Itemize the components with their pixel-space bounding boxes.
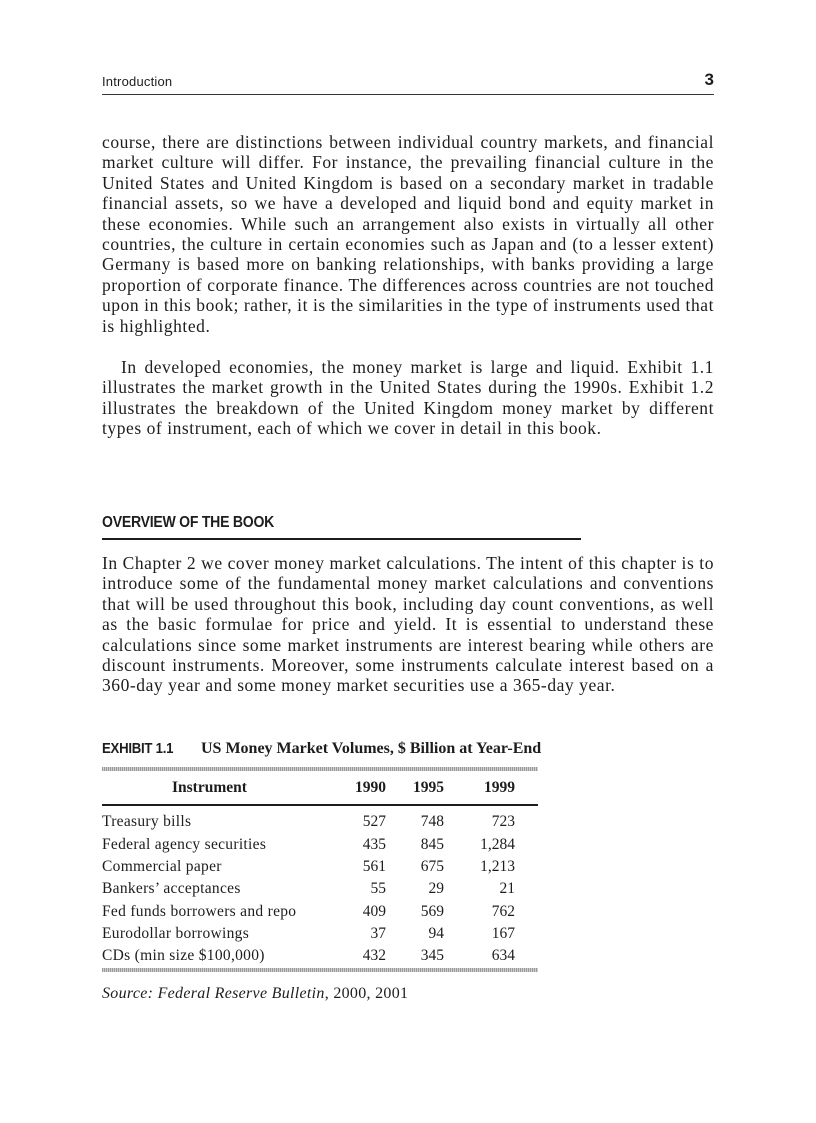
table-top-rule xyxy=(102,767,538,771)
table-cell-instrument: Bankers’ acceptances xyxy=(102,880,241,897)
table-header-1995: 1995 xyxy=(413,779,444,796)
table-cell-1990: 561 xyxy=(362,858,386,875)
table-cell-1995: 29 xyxy=(428,880,444,897)
table-header-1990: 1990 xyxy=(355,779,386,796)
table-cell-1990: 527 xyxy=(362,813,386,830)
table-cell-1995: 345 xyxy=(420,947,444,964)
table-cell-1999: 167 xyxy=(491,925,515,942)
table-cell-1990: 409 xyxy=(362,903,386,920)
table-cell-1999: 1,213 xyxy=(480,858,515,875)
table-cell-1995: 845 xyxy=(420,836,444,853)
page-number: 3 xyxy=(704,70,714,89)
table-cell-1999: 762 xyxy=(491,903,515,920)
table-cell-instrument: Eurodollar borrowings xyxy=(102,925,250,942)
section-paragraph: In Chapter 2 we cover money market calculations. The intent of this chapter is to introduce some of the fundamental money market calculations and conventions that will be used throughout this book, including day count conventions, as well as the basic formulae for price and yield. It is essential to understand these calculations since some market instruments are interest bearing while others are discount instruments. Moreover, some instruments calculate interest based on a 360-day year and some money market securities use a 365-day year. xyxy=(102,553,714,696)
table-cell-1999: 21 xyxy=(499,880,515,897)
section-heading: OVERVIEW OF THE BOOK xyxy=(102,514,275,531)
table-cell-1990: 55 xyxy=(370,880,386,897)
table-cell-1995: 94 xyxy=(428,925,444,942)
body-paragraph-2: In developed economies, the money market is large and liquid. Exhibit 1.1 illustrates the market growth in the United States during the 1990s. Exhibit 1.2 illustrates the breakdown of the United Kingdom money market by different types of instrument, each of which we cover in detail in this book. xyxy=(102,357,714,439)
running-head-section: Introduction xyxy=(102,74,173,89)
source-publication: Federal Reserve Bulletin xyxy=(157,985,325,1002)
table-cell-1990: 432 xyxy=(362,947,386,964)
running-head xyxy=(102,70,714,95)
table-header-1999: 1999 xyxy=(484,779,515,796)
table-cell-1995: 675 xyxy=(420,858,444,875)
exhibit-title: US Money Market Volumes, $ Billion at Year-End xyxy=(201,740,542,757)
table-bottom-rule xyxy=(102,968,538,972)
table-cell-1995: 569 xyxy=(420,903,444,920)
table-cell-1999: 1,284 xyxy=(480,836,515,853)
table-header-instrument: Instrument xyxy=(172,779,247,796)
table-cell-instrument: Commercial paper xyxy=(102,858,222,875)
table-cell-instrument: Fed funds borrowers and repo xyxy=(102,903,297,920)
section-heading-rule xyxy=(102,538,581,540)
body-paragraph-1: course, there are distinctions between individual country markets, and financial market culture will differ. For instance, the prevailing financial culture in the United States and United Kingdom is based on a secondary market in tradable financial assets, so we have a developed and liquid bond and equity market in these economies. While such an arrangement also exists in virtually all other countries, the culture in certain economies such as Japan and (to a lesser extent) Germany is based more on banking relationships, with banks providing a large proportion of corporate finance. The differences across countries are not touched upon in this book; rather, it is the similarities in the type of instruments used that is highlighted. xyxy=(102,132,714,336)
table-cell-1999: 723 xyxy=(491,813,515,830)
source-prefix: Source: xyxy=(102,985,158,1002)
table-cell-1995: 748 xyxy=(420,813,444,830)
table-cell-instrument: CDs (min size $100,000) xyxy=(102,947,265,964)
table-cell-1990: 435 xyxy=(362,836,386,853)
table-cell-instrument: Federal agency securities xyxy=(102,836,267,853)
table-cell-instrument: Treasury bills xyxy=(102,813,192,830)
exhibit-number: EXHIBIT 1.1 xyxy=(102,740,174,757)
table-cell-1999: 634 xyxy=(491,947,515,964)
table-cell-1990: 37 xyxy=(370,925,386,942)
exhibit-source xyxy=(102,985,408,1003)
source-years: , 2000, 2001 xyxy=(324,985,409,1002)
table-header-rule xyxy=(102,804,538,806)
